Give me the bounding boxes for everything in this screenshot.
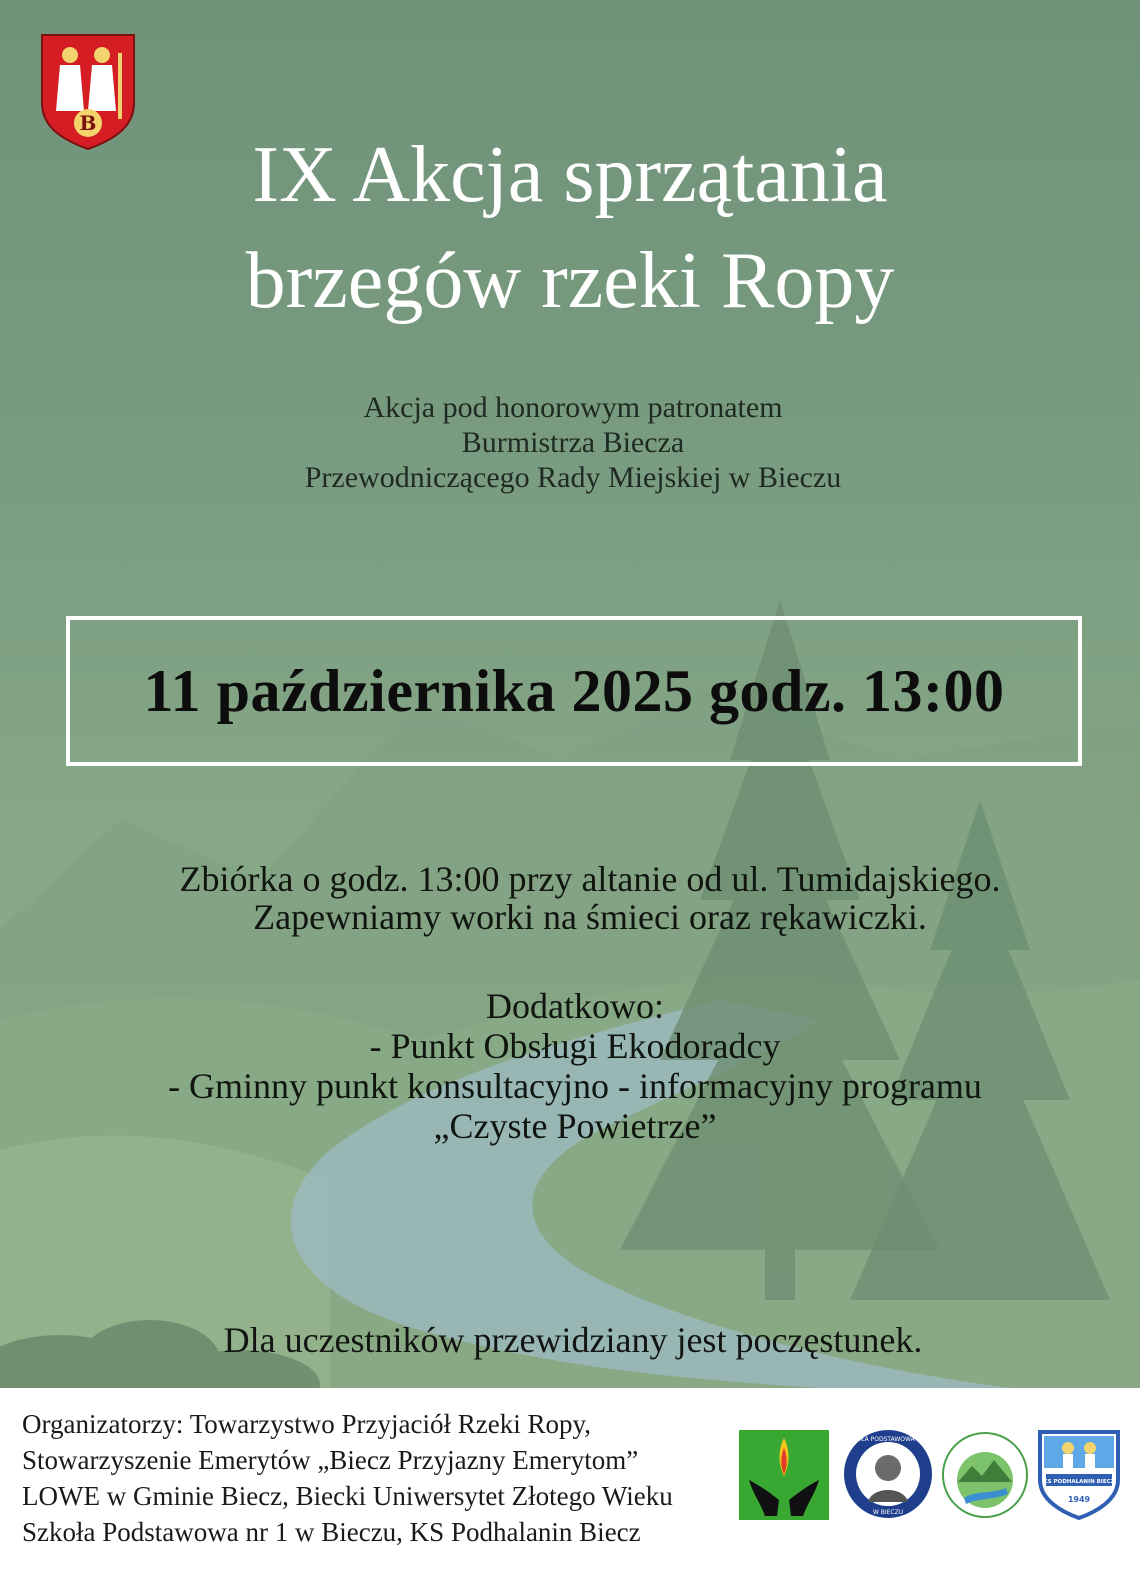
ks-podhalanin-logo-icon [1036, 1428, 1122, 1520]
patronage-line-3: Przewodniczącego Rady Miejskiej w Bieczu [304, 461, 842, 494]
title-line-2: brzegów rzeki Ropy [245, 237, 895, 325]
title-line-1: IX Akcja sprzątania [252, 131, 888, 219]
info-line-2: Zapewniamy worki na śmieci oraz rękawiczki. [253, 897, 927, 937]
river-friends-logo-icon [942, 1432, 1028, 1518]
club-name: KS PODHALANIN BIECZ [1043, 1479, 1115, 1485]
extras-heading: Dodatkowo: [486, 986, 664, 1026]
patronage-line-2: Burmistrza Biecza [461, 426, 685, 459]
extras-item: - Punkt Obsługi Ekodoradcy [369, 1026, 781, 1066]
organizers-line-3: LOWE w Gminie Biecz, Biecki Uniwersytet Złotego Wieku [22, 1481, 673, 1511]
organizers-footer [0, 1388, 1140, 1574]
info-line-1: Zbiórka o godz. 13:00 przy altanie od ul. Tumidajskiego. [179, 859, 1001, 899]
patronage-line-1: Akcja pod honorowym patronatem [363, 391, 783, 424]
page-title [0, 122, 1140, 334]
refreshments-note: Dla uczestników przewidziany jest poczęstunek. [223, 1320, 923, 1360]
club-year: 1949 [1067, 1495, 1091, 1504]
extras-list [0, 986, 1140, 1146]
lowe-hands-logo-icon [739, 1430, 829, 1520]
svg-text:B: B [79, 111, 97, 135]
organizers-line-4: Szkoła Podstawowa nr 1 w Bieczu, KS Podhalanin Biecz [22, 1517, 641, 1547]
meeting-info [0, 860, 1140, 936]
school-logo-subtext: W BIECZU [872, 1509, 904, 1516]
event-date: 11 października 2025 godz. 13:00 [143, 657, 1005, 724]
extras-item: „Czyste Powietrze” [433, 1106, 717, 1146]
organizers-text [22, 1406, 673, 1550]
extras-item: - Gminny punkt konsultacyjno - informacyjny programu [168, 1066, 982, 1106]
patronage-text [0, 390, 1140, 495]
organizers-line-2: Stowarzyszenie Emerytów „Biecz Przyjazny Emerytom” [22, 1445, 639, 1475]
school-logo-text: SZKOŁA PODSTAWOWA NR 1 [844, 1436, 932, 1443]
school-logo-icon [842, 1428, 934, 1520]
organizers-line-1: Organizatorzy: Towarzystwo Przyjaciół Rzeki Ropy, [22, 1409, 591, 1439]
event-date-box [66, 616, 1082, 766]
